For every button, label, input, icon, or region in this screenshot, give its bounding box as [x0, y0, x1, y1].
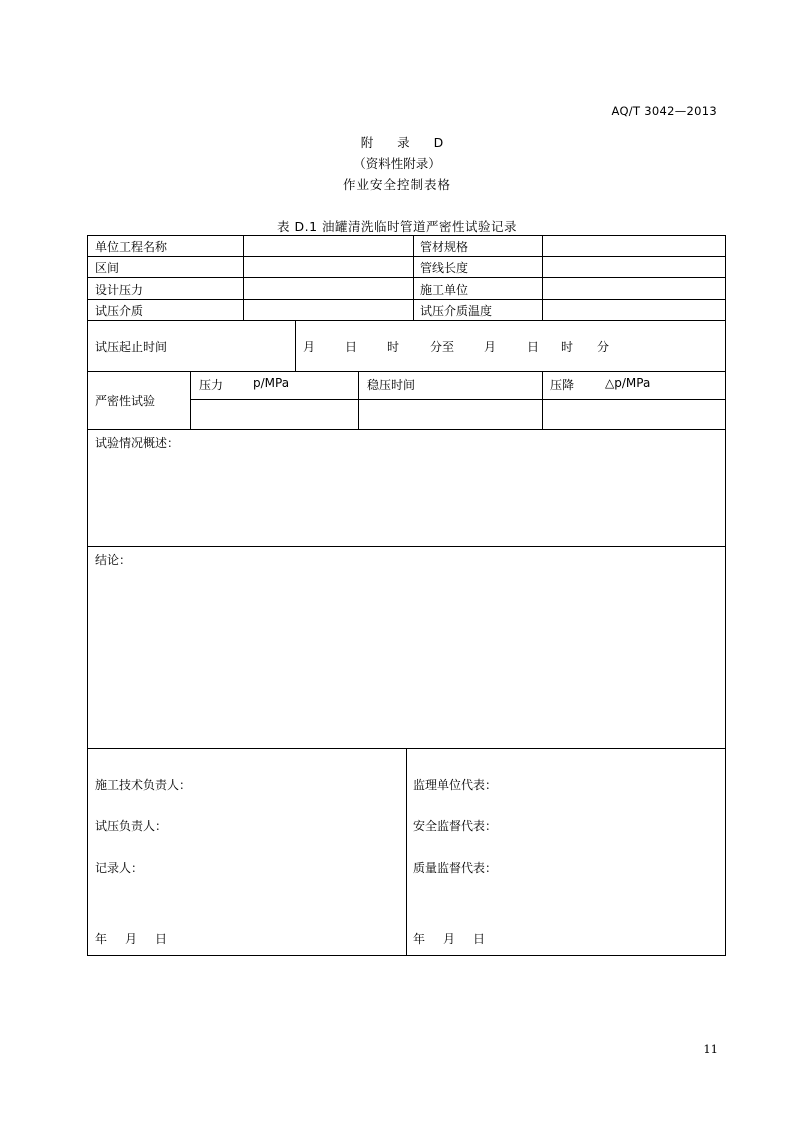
row-divider — [87, 546, 726, 547]
col-divider — [243, 235, 244, 320]
period-hour-2: 时 — [561, 340, 574, 354]
date-year-right: 年 — [413, 932, 426, 946]
table-caption: 表 D.1 油罐清洗临时管道严密性试验记录 — [277, 219, 517, 234]
period-month-1: 月 — [303, 340, 316, 354]
appendix-subtitle: （资料性附录） — [353, 156, 441, 171]
period-minute-to: 分至 — [430, 340, 455, 354]
standard-code: AQ/T 3042—2013 — [611, 104, 717, 118]
row-divider — [190, 399, 726, 400]
pressure-drop-unit: △p/MPa — [605, 376, 651, 390]
period-day-2: 日 — [527, 340, 540, 354]
row-divider — [87, 429, 726, 430]
label-construction-unit: 施工单位 — [420, 283, 469, 297]
col-divider — [406, 748, 407, 956]
label-pressure: 压力 — [199, 378, 224, 392]
label-test-medium-temp: 试压介质温度 — [420, 304, 493, 318]
period-hour-1: 时 — [387, 340, 400, 354]
col-divider — [413, 235, 414, 320]
label-quality-rep: 质量监督代表： — [413, 861, 498, 875]
period-month-2: 月 — [484, 340, 497, 354]
table-border-top — [87, 235, 726, 236]
label-test-medium: 试压介质 — [95, 304, 144, 318]
date-day-left: 日 — [155, 932, 168, 946]
appendix-title: 附 录 D — [360, 135, 454, 150]
label-section: 区间 — [95, 261, 120, 275]
col-divider — [542, 235, 543, 320]
col-divider — [295, 320, 296, 371]
label-unit-project-name: 单位工程名称 — [95, 240, 168, 254]
label-recorder: 记录人： — [95, 861, 144, 875]
row-divider — [87, 371, 726, 372]
pressure-unit: p/MPa — [253, 376, 290, 390]
table-border-right — [725, 235, 726, 956]
label-design-pressure: 设计压力 — [95, 283, 144, 297]
table-border-left — [87, 235, 88, 956]
label-stable-time: 稳压时间 — [367, 378, 416, 392]
row-divider — [87, 256, 726, 257]
col-divider — [358, 371, 359, 429]
date-month-left: 月 — [125, 932, 138, 946]
date-month-right: 月 — [443, 932, 456, 946]
label-pipe-length: 管线长度 — [420, 261, 469, 275]
row-divider — [87, 320, 726, 321]
label-test-lead: 试压负责人： — [95, 819, 168, 833]
label-test-summary: 试验情况概述： — [95, 436, 180, 450]
period-minute-2: 分 — [597, 340, 610, 354]
period-day-1: 日 — [345, 340, 358, 354]
label-conclusion: 结论： — [95, 553, 132, 567]
label-pressure-drop: 压降 — [550, 378, 575, 392]
date-day-right: 日 — [473, 932, 486, 946]
label-supervisor-rep: 监理单位代表： — [413, 778, 498, 792]
label-test-period: 试压起止时间 — [95, 340, 168, 354]
appendix-name: 作业安全控制表格 — [342, 177, 451, 192]
label-safety-rep: 安全监督代表： — [413, 819, 498, 833]
label-tech-lead: 施工技术负责人： — [95, 778, 192, 792]
row-divider — [87, 299, 726, 300]
page-number: 11 — [703, 1042, 718, 1056]
label-tightness-test: 严密性试验 — [95, 394, 156, 408]
col-divider — [542, 371, 543, 429]
label-pipe-spec: 管材规格 — [420, 240, 469, 254]
row-divider — [87, 277, 726, 278]
test-record-table — [87, 235, 726, 956]
col-divider — [190, 371, 191, 429]
date-year-left: 年 — [95, 932, 108, 946]
